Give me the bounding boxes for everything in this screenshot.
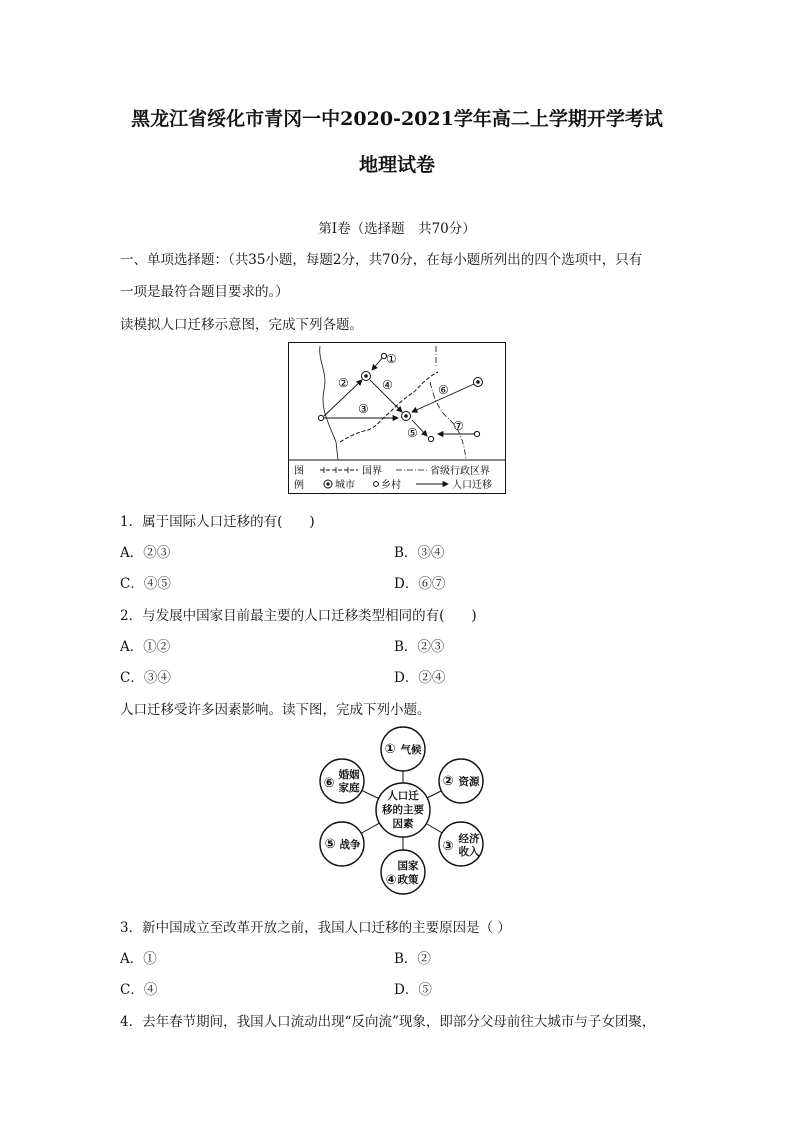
node-1-number: ① [384, 742, 396, 757]
legend-title: 例 [294, 480, 304, 491]
legend-migration-label: 人口迁移 [452, 480, 492, 491]
route-label: ⑦ [453, 419, 464, 433]
city-marker [474, 378, 483, 387]
route-label: ② [338, 376, 349, 390]
route-label: ⑥ [438, 383, 449, 397]
question-4-stem: 4．去年春节期间，我国人口流动出现“反向流”现象，即部分父母前往大城市与子女团聚， [120, 1014, 656, 1030]
center-text-line1: 人口迁 [387, 790, 419, 802]
question-2-option-d: D．②④ [394, 670, 446, 686]
legend-province-label: 省级行政区界 [430, 466, 490, 477]
node-3-label-line2: 收入 [458, 846, 480, 858]
legend-border-label: 国界 [362, 466, 382, 477]
village-marker [318, 415, 323, 420]
question-2-option-c: C．③④ [120, 670, 171, 686]
village-marker [474, 431, 479, 436]
node-4-label-line1: 国家 [397, 860, 419, 872]
legend-city-label: 城市 [335, 480, 355, 491]
city-marker [362, 372, 371, 381]
group2-intro: 人口迁移受许多因素影响。读下图，完成下列小题。 [120, 702, 431, 718]
question-3-stem: 3．新中国成立至改革开放之前，我国人口迁移的主要原因是（ ） [120, 920, 511, 936]
question-3-option-c: C．④ [120, 982, 158, 998]
section-heading: 第Ⅰ卷（选择题 共70分） [318, 221, 476, 237]
city-marker [402, 412, 411, 421]
node-6-label-line1: 婚姻 [338, 769, 360, 781]
question-2-option-b: B．②③ [394, 639, 445, 655]
node-2-number: ② [442, 774, 454, 789]
instruction-line-1: 一、单项选择题：（共35小题，每题2分，共70分，在每小题所列出的四个选项中，只有 [120, 252, 643, 268]
node-4-label-line2: 政策 [397, 874, 419, 886]
node-4-number: ④ [385, 873, 397, 888]
group1-intro: 读模拟人口迁移示意图，完成下列各题。 [120, 317, 363, 333]
question-3-option-b: B．② [394, 951, 431, 967]
question-2-stem: 2．与发展中国家目前最主要的人口迁移类型相同的有( ) [120, 608, 477, 624]
legend-village-label: 乡村 [381, 480, 401, 491]
node-6-label-line2: 家庭 [338, 782, 360, 794]
migration-map-figure [288, 342, 506, 494]
node-3-label-line1: 经济 [458, 833, 480, 845]
question-1-stem: 1．属于国际人口迁移的有( ) [120, 514, 315, 530]
route-label: ⑤ [407, 426, 418, 440]
question-3-option-a: A．① [120, 951, 157, 967]
node-5-number: ⑤ [324, 837, 336, 852]
instruction-line-2: 一项是最符合题目要求的。） [120, 284, 289, 300]
question-1-option-b: B．③④ [394, 545, 445, 561]
center-text-line3: 因素 [392, 818, 414, 830]
page-title: 黑龙江省绥化市青冈一中2020-2021学年高二上学期开学考试 [131, 108, 663, 130]
question-1-option-c: C．④⑤ [120, 576, 171, 592]
question-1-option-d: D．⑥⑦ [394, 576, 446, 592]
node-2-label: 资源 [458, 776, 480, 788]
node-1-label: 气候 [400, 744, 422, 756]
center-text-line2: 移的主要 [382, 804, 424, 816]
route-label: ③ [358, 402, 369, 416]
node-3-number: ③ [442, 839, 454, 854]
question-2-option-a: A．①② [120, 639, 171, 655]
question-3-option-d: D．⑤ [394, 982, 432, 998]
migration-factors-diagram [308, 726, 498, 896]
legend-title: 图 [294, 466, 304, 477]
node-6-number: ⑥ [323, 776, 335, 791]
question-1-option-a: A．②③ [120, 545, 171, 561]
route-label: ① [386, 352, 397, 366]
route-label: ④ [382, 378, 393, 392]
village-marker [428, 436, 433, 441]
node-5-label: 战争 [339, 839, 361, 851]
page-subtitle: 地理试卷 [358, 154, 435, 176]
